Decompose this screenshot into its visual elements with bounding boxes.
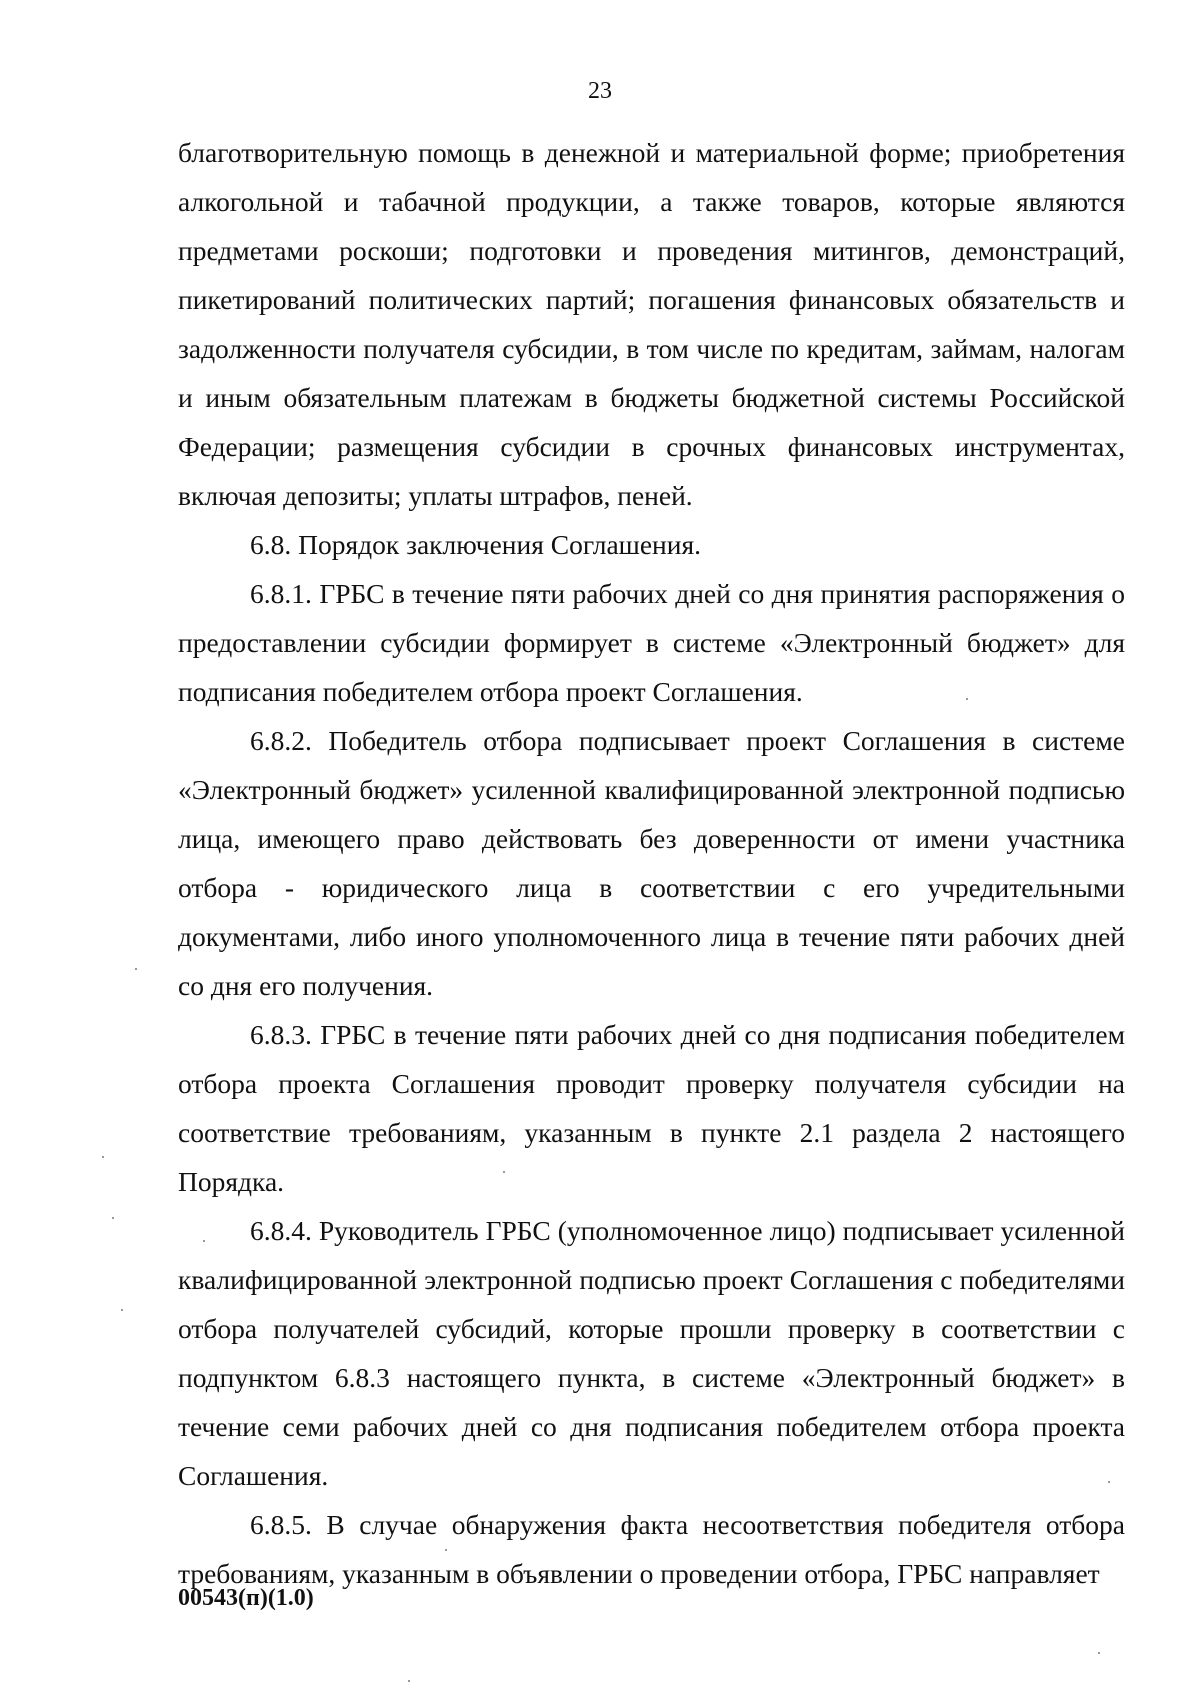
paragraph-6-8-heading: 6.8. Порядок заключения Соглашения. bbox=[250, 529, 701, 560]
paragraph-6-8-3: 6.8.3. ГРБС в течение пяти рабочих дней со дня подписания победителем отбора проекта Соглашения проводит проверку получателя субсидии на соответствие требованиям, указанным в пункте 2.1 раздела 2 настоящего Порядка. bbox=[178, 1019, 1125, 1197]
scan-speck bbox=[102, 1156, 104, 1158]
document-code: 00543(п)(1.0) bbox=[178, 1585, 314, 1611]
scan-speck bbox=[135, 968, 137, 970]
paragraph-continuation: благотворительную помощь в денежной и материальной форме; приобретения алкогольной и табачной продукции, а также товаров, которые являются предметами роскоши; подготовки и проведения митингов, демонстраций, пикетирований политических партий; погашения финансовых обязательств и задолженности получателя субсидии, в том числе по кредитам, займам, налогам и иным обязательным платежам в бюджеты бюджетной системы Российской Федерации; размещения субсидии в срочных финансовых инструментах, включая депозиты; уплаты штрафов, пеней. bbox=[178, 137, 1125, 511]
paragraph-6-8-2: 6.8.2. Победитель отбора подписывает проект Соглашения в системе «Электронный бюджет» усиленной квалифицированной электронной подписью лица, имеющего право действовать без доверенности от имени участника отбора - юридического лица в соответствии с его учредительными документами, либо иного уполномоченного лица в течение пяти рабочих дней со дня его получения. bbox=[178, 725, 1125, 1001]
scan-speck bbox=[445, 1549, 447, 1551]
paragraph-6-8-5: 6.8.5. В случае обнаружения факта несоответствия победителя отбора требованиям, указанным в объявлении о проведении отбора, ГРБС направляет bbox=[178, 1509, 1125, 1589]
body-text bbox=[178, 128, 1125, 1598]
scan-speck bbox=[966, 698, 968, 700]
scan-speck bbox=[503, 1171, 505, 1173]
scan-speck bbox=[121, 1309, 123, 1311]
scan-speck bbox=[1098, 1652, 1100, 1654]
paragraph-6-8-4: 6.8.4. Руководитель ГРБС (уполномоченное лицо) подписывает усиленной квалифицированной электронной подписью проект Соглашения с победителями отбора получателей субсидий, которые прошли проверку в соответствии с подпунктом 6.8.3 настоящего пункта, в системе «Электронный бюджет» в течение семи рабочих дней со дня подписания победителем отбора проекта Соглашения. bbox=[178, 1215, 1125, 1491]
scan-speck bbox=[112, 1217, 114, 1219]
paragraph-6-8-1: 6.8.1. ГРБС в течение пяти рабочих дней со дня принятия распоряжения о предоставлении субсидии формирует в системе «Электронный бюджет» для подписания победителем отбора проект Соглашения. bbox=[178, 578, 1125, 707]
scan-speck bbox=[408, 1680, 410, 1682]
page-number: 23 bbox=[588, 78, 612, 104]
scan-speck bbox=[1108, 1481, 1110, 1483]
scan-speck bbox=[203, 1240, 205, 1242]
